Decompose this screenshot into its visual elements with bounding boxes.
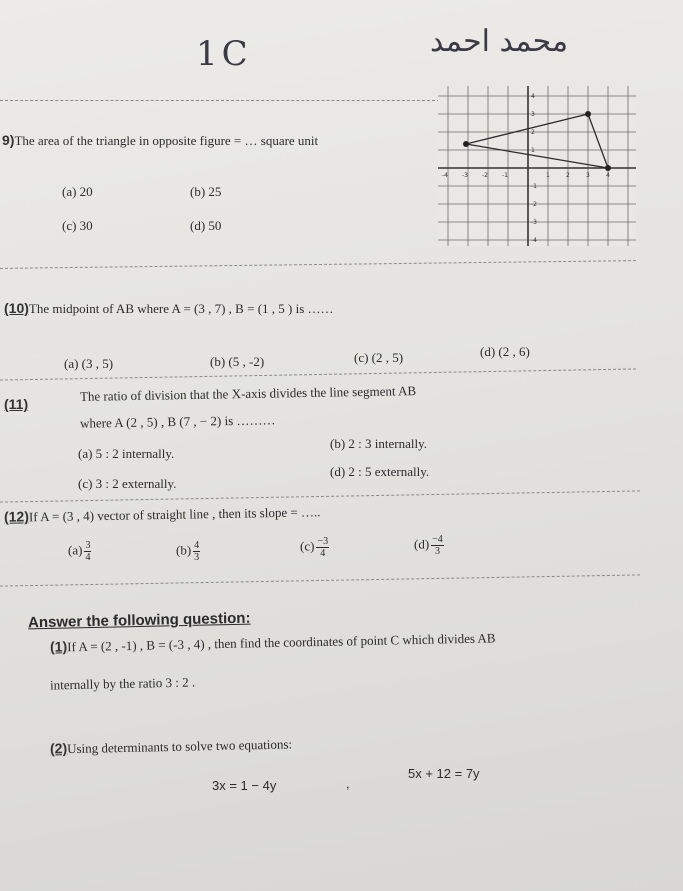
equation-1: 3x = 1 − 4y [212, 778, 277, 793]
divider [0, 100, 440, 101]
option-a: (a) 5 : 2 internally. [78, 446, 175, 461]
option-b: (b) (5 , -2) [210, 354, 265, 369]
question-number: (12) [3, 508, 30, 525]
x-tick: 4 [606, 172, 610, 179]
question-number: (1) [49, 638, 68, 655]
y-tick: 3 [531, 111, 535, 118]
question-text: The area of the triangle in opposite figure = … square unit [14, 133, 319, 148]
question-text-line2: where A (2 , 5) , B (7 , − 2) is ……… [79, 412, 276, 431]
option-label: (b) [176, 542, 192, 558]
option-c: (c) 3 : 2 externally. [78, 476, 177, 491]
fraction-denominator: 4 [320, 548, 326, 559]
question-number: (10) [4, 300, 29, 316]
triangle-graph [438, 86, 636, 246]
option-c: (c) (2 , 5) [354, 350, 404, 365]
answer-question-2 [50, 735, 292, 757]
x-tick: 1 [546, 172, 550, 179]
option-b: (b) 2 : 3 internally. [330, 436, 427, 451]
class-label: 1C [196, 34, 252, 74]
answer-question-1-line2: internally by the ratio 3 : 2 . [49, 674, 196, 693]
option-b [176, 540, 200, 563]
x-tick: -1 [502, 172, 508, 179]
equation-separator: , [346, 776, 350, 791]
fraction-numerator: −4 [432, 534, 443, 545]
option-d [414, 534, 444, 557]
option-d: (d) (2 , 6) [480, 344, 530, 359]
option-label: (a) [68, 542, 83, 558]
question-text: If A = (2 , -1) , B = (-3 , 4) , then find the coordinates of point C which divides AB [67, 630, 496, 655]
question-number: 9) [2, 132, 15, 148]
option-a: (a) (3 , 5) [64, 356, 114, 371]
fraction-numerator: −3 [317, 536, 329, 547]
fraction-numerator: 3 [85, 540, 91, 551]
divider [0, 260, 636, 269]
fraction [193, 540, 200, 563]
option-label: (c) [300, 538, 315, 554]
x-tick: -4 [442, 172, 448, 179]
option-a [68, 540, 91, 563]
option-d: (d) 50 [190, 218, 222, 233]
y-tick: 2 [531, 129, 535, 136]
question-number: (2) [49, 740, 68, 757]
option-c: (c) 30 [62, 218, 93, 233]
option-a: (a) 20 [62, 184, 93, 199]
y-tick: 1 [531, 147, 535, 154]
question-10 [4, 300, 334, 317]
x-tick: -3 [462, 172, 468, 179]
y-tick: -1 [531, 183, 537, 190]
y-tick: -3 [531, 219, 537, 226]
question-text-line1: The ratio of division that the X-axis divides the line segment AB [79, 383, 417, 404]
fraction [84, 540, 91, 563]
question-text: If A = (3 , 4) vector of straight line , then its slope = ….. [28, 504, 321, 525]
fraction-denominator: 4 [85, 552, 91, 563]
question-text: The midpoint of AB where A = (3 , 7) , B = (1 , 5 ) is …… [28, 301, 334, 316]
answer-question-1 [50, 629, 496, 655]
option-b: (b) 25 [190, 184, 222, 199]
question-9 [2, 132, 318, 149]
fraction-denominator: 3 [434, 546, 440, 557]
vertex-b [585, 111, 591, 117]
fraction-numerator: 4 [194, 540, 200, 551]
y-tick: -2 [531, 201, 537, 208]
x-tick: 2 [566, 172, 570, 179]
equation-2: 5x + 12 = 7y [408, 766, 480, 781]
question-number: (11) [4, 396, 29, 412]
fraction-denominator: 3 [194, 552, 200, 563]
section-heading: Answer the following question: [27, 609, 251, 632]
student-name: محمد احمد [430, 24, 569, 59]
option-d: (d) 2 : 5 externally. [330, 464, 430, 479]
divider [0, 490, 640, 502]
divider [0, 574, 640, 586]
vertex-c [605, 165, 611, 171]
question-12 [4, 503, 321, 526]
fraction [431, 534, 444, 557]
fraction [316, 536, 329, 559]
y-tick: -4 [531, 237, 537, 244]
x-tick: -2 [482, 172, 488, 179]
question-11 [4, 396, 28, 413]
option-label: (d) [414, 536, 430, 552]
vertex-a [463, 141, 469, 147]
option-c [300, 536, 329, 559]
question-text: Using determinants to solve two equations: [66, 736, 293, 757]
x-tick: 3 [586, 172, 590, 179]
y-tick: 4 [531, 93, 535, 100]
